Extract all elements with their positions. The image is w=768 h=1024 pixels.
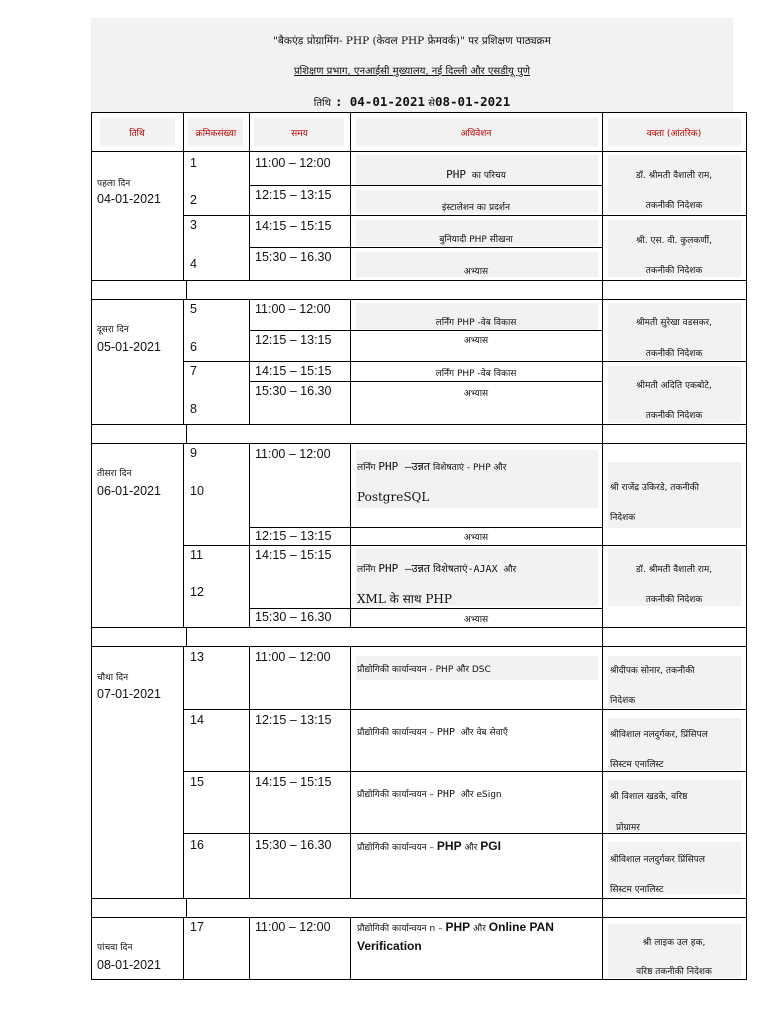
grid-line: [186, 424, 187, 444]
grid-line: [186, 280, 187, 300]
session-number: 13: [190, 650, 204, 664]
session-time: 14:15 – 15:15: [255, 548, 332, 562]
grid-line: [249, 647, 250, 898]
grid-line: [183, 709, 747, 710]
grid-line: [249, 330, 602, 331]
speaker-designation: सिस्टम एनालिस्ट: [610, 760, 664, 770]
grid-line: [91, 443, 747, 444]
grid-line: [91, 112, 92, 980]
session-title: बुनियादी PHP सीखना: [439, 235, 513, 245]
session-time: 12:15 – 13:15: [255, 333, 332, 347]
column-header-session-no: क्रमिकसंख्या: [195, 129, 237, 139]
day-label: चौथा दिन: [97, 673, 129, 683]
session-time: 15:30 – 16.30: [255, 384, 332, 398]
speaker-name: श्री लाइक उल हक,: [642, 938, 706, 948]
document-subtitle: प्रशिक्षण प्रभाग, एनआईसी मुख्यालय, नई दिल्ली और एसडीयू पुणे: [293, 66, 531, 77]
day-date: 07-01-2021: [97, 687, 161, 701]
session-title: प्रौद्योगिकी कार्यान्वयन – PHP और PGI: [357, 839, 501, 853]
grid-line: [91, 627, 747, 628]
session-time: 11:00 – 12:00: [255, 650, 331, 664]
speaker-designation: तकनीकी निदेशक: [645, 349, 703, 359]
grid-line: [183, 300, 184, 424]
day-date: 08-01-2021: [97, 958, 161, 972]
grid-line: [249, 608, 602, 609]
grid-line: [350, 918, 351, 980]
grid-line: [91, 646, 747, 647]
session-number: 15: [190, 775, 204, 789]
session-time: 15:30 – 16.30: [255, 610, 332, 624]
grid-line: [249, 444, 250, 627]
session-time: 11:00 – 12:00: [255, 302, 331, 316]
session-time: 12:15 – 13:15: [255, 188, 332, 202]
session-number: 7: [190, 364, 197, 378]
session-title-cont: XML के साथ PHP: [357, 592, 452, 606]
session-time: 14:15 – 15:15: [255, 364, 332, 378]
day-label: पांचवा दिन: [97, 943, 133, 953]
grid-line: [249, 247, 602, 248]
grid-line: [91, 424, 747, 425]
grid-line: [91, 280, 747, 281]
speaker-name: श्रीमती अदिति एकबोटे,: [636, 381, 712, 391]
grid-line: [183, 647, 184, 898]
speaker-designation: प्रोग्रामर: [616, 823, 640, 833]
session-number: 17: [190, 920, 204, 934]
session-title: PHP का परिचय: [446, 168, 506, 181]
session-time: 11:00 – 12:00: [255, 447, 331, 461]
session-number: 11: [190, 548, 203, 562]
session-number: 14: [190, 713, 204, 727]
date-range: तिथि : 04-01-2021 से08-01-2021: [313, 94, 511, 109]
grid-line: [183, 833, 747, 834]
session-title: इंस्टालेशन का प्रदर्शन: [442, 203, 510, 213]
session-title: लर्निंग PHP -वेब विकास: [435, 318, 517, 328]
grid-line: [249, 185, 602, 186]
session-title: प्रौद्योगिकी कार्यान्वयन – PHP और eSign: [357, 789, 502, 800]
session-title: प्रौद्योगिकी कार्यान्वयन – PHP और वेब सेवाएँ: [357, 727, 508, 738]
day-label: दूसरा दिन: [97, 325, 129, 335]
grid-line: [183, 361, 747, 362]
grid-line: [183, 545, 747, 546]
session-time: 11:00 – 12:00: [255, 156, 331, 170]
session-time: 12:15 – 13:15: [255, 713, 332, 727]
grid-line: [183, 444, 184, 627]
speaker-designation: सिस्टम एनालिस्ट: [610, 885, 664, 895]
session-title: अभ्यास: [463, 615, 489, 625]
speaker-designation: तकनीकी निदेशक: [645, 201, 703, 211]
session-number: 5: [190, 302, 197, 316]
session-number: 9: [190, 446, 197, 460]
date-to: 08-01-2021: [434, 94, 511, 109]
speaker-designation: वरिष्ठ तकनीकी निदेशक: [636, 967, 712, 977]
session-time: 12:15 – 13:15: [255, 529, 332, 543]
day-label: पहला दिन: [97, 179, 131, 189]
session-number: 2: [190, 193, 197, 207]
session-number: 3: [190, 218, 197, 232]
session-title: प्रौद्योगिकी कार्यान्वयन n – PHP और Online PAN: [357, 920, 554, 934]
session-number: 4: [190, 257, 197, 271]
document-title: "बैकएंड प्रोग्रामिंग- PHP (केवल PHP फ्रेमवर्क)" पर प्रशिक्षण पाठ्यक्रम: [273, 35, 551, 47]
speaker-name: श्रीमती सुरेखा वडसकर,: [635, 318, 713, 328]
session-number: 8: [190, 402, 197, 416]
speaker-name: श्रीदीपक सोनार, तकनीकी: [610, 666, 695, 676]
speaker-designation: तकनीकी निदेशक: [645, 411, 703, 421]
grid-line: [91, 898, 747, 899]
speaker-name: श्री विशाल खडके, वरिष्ठ: [610, 792, 688, 802]
grid-line: [91, 917, 747, 918]
speaker-designation: निदेशक: [610, 696, 636, 706]
session-number: 1: [190, 156, 197, 170]
speaker-designation: निदेशक: [610, 513, 636, 523]
session-time: 15:30 – 16.30: [255, 838, 332, 852]
grid-line: [183, 918, 184, 980]
session-time: 14:15 – 15:15: [255, 775, 332, 789]
grid-line: [249, 300, 250, 424]
session-time: 11:00 – 12:00: [255, 920, 331, 934]
date-label: तिथि: [313, 98, 332, 109]
day-date: 06-01-2021: [97, 484, 161, 498]
speaker-name: श्री. एस. वी. कुलकर्णी,: [636, 236, 712, 246]
speaker-name: श्रीविशाल नलदुर्गकर प्रिंसिपल: [610, 855, 705, 865]
speaker-designation: तकनीकी निदेशक: [645, 266, 703, 276]
session-title: अभ्यास: [463, 533, 489, 543]
day-date: 05-01-2021: [97, 340, 161, 354]
session-number: 6: [190, 340, 197, 354]
grid-line: [350, 647, 351, 898]
session-title: अभ्यास: [463, 336, 489, 346]
day-date: 04-01-2021: [97, 192, 161, 206]
speaker-name: श्री राजेंद्र उकिरडे, तकनीकी: [610, 483, 699, 493]
session-title: अभ्यास: [463, 267, 489, 277]
session-number: 10: [190, 484, 204, 498]
session-time: 15:30 – 16.30: [255, 250, 332, 264]
speaker-designation: तकनीकी निदेशक: [645, 595, 703, 605]
grid-line: [249, 918, 250, 980]
grid-line: [183, 771, 747, 772]
grid-line: [91, 151, 747, 152]
grid-line: [249, 381, 602, 382]
grid-line: [186, 627, 187, 647]
column-header-date: तिथि: [129, 129, 145, 139]
grid-line: [249, 527, 602, 528]
session-title: अभ्यास: [463, 389, 489, 399]
column-header-time: समय: [291, 129, 308, 139]
session-title-cont: PostgreSQL: [357, 490, 430, 504]
speaker-name: डॉ. श्रीमती वैशाली राम,: [635, 171, 713, 181]
speaker-name: डॉ. श्रीमती वैशाली राम,: [635, 565, 713, 575]
session-title: लर्निंग PHP –उन्नत विशेषताएं - PHP और: [357, 460, 507, 473]
grid-line: [186, 898, 187, 918]
session-time: 14:15 – 15:15: [255, 219, 332, 233]
column-header-speaker: वक्ता (आंतरिक): [646, 129, 702, 139]
session-title: लर्निंग PHP –उन्नत विशेषताएं-AJAX और: [357, 562, 517, 575]
grid-line: [91, 979, 747, 980]
session-title: प्रौद्योगिकी कार्यान्वयन - PHP और DSC: [357, 665, 491, 675]
column-header-session: अधिवेशन: [460, 129, 492, 139]
grid-line: [91, 112, 747, 113]
date-from: 04-01-2021: [349, 94, 426, 109]
document-header: [91, 18, 733, 112]
speaker-name: श्रीविशाल नलदुर्गकर, प्रिंसिपल: [610, 730, 708, 740]
grid-line: [91, 299, 747, 300]
session-title: लर्निंग PHP -वेब विकास: [435, 369, 517, 379]
grid-line: [183, 215, 747, 216]
session-number: 16: [190, 838, 204, 852]
date-to-label: से: [428, 98, 435, 109]
grid-line: [746, 112, 747, 980]
session-title-cont: Verification: [357, 939, 422, 953]
session-number: 12: [190, 585, 204, 599]
day-label: तीसरा दिन: [97, 469, 132, 479]
